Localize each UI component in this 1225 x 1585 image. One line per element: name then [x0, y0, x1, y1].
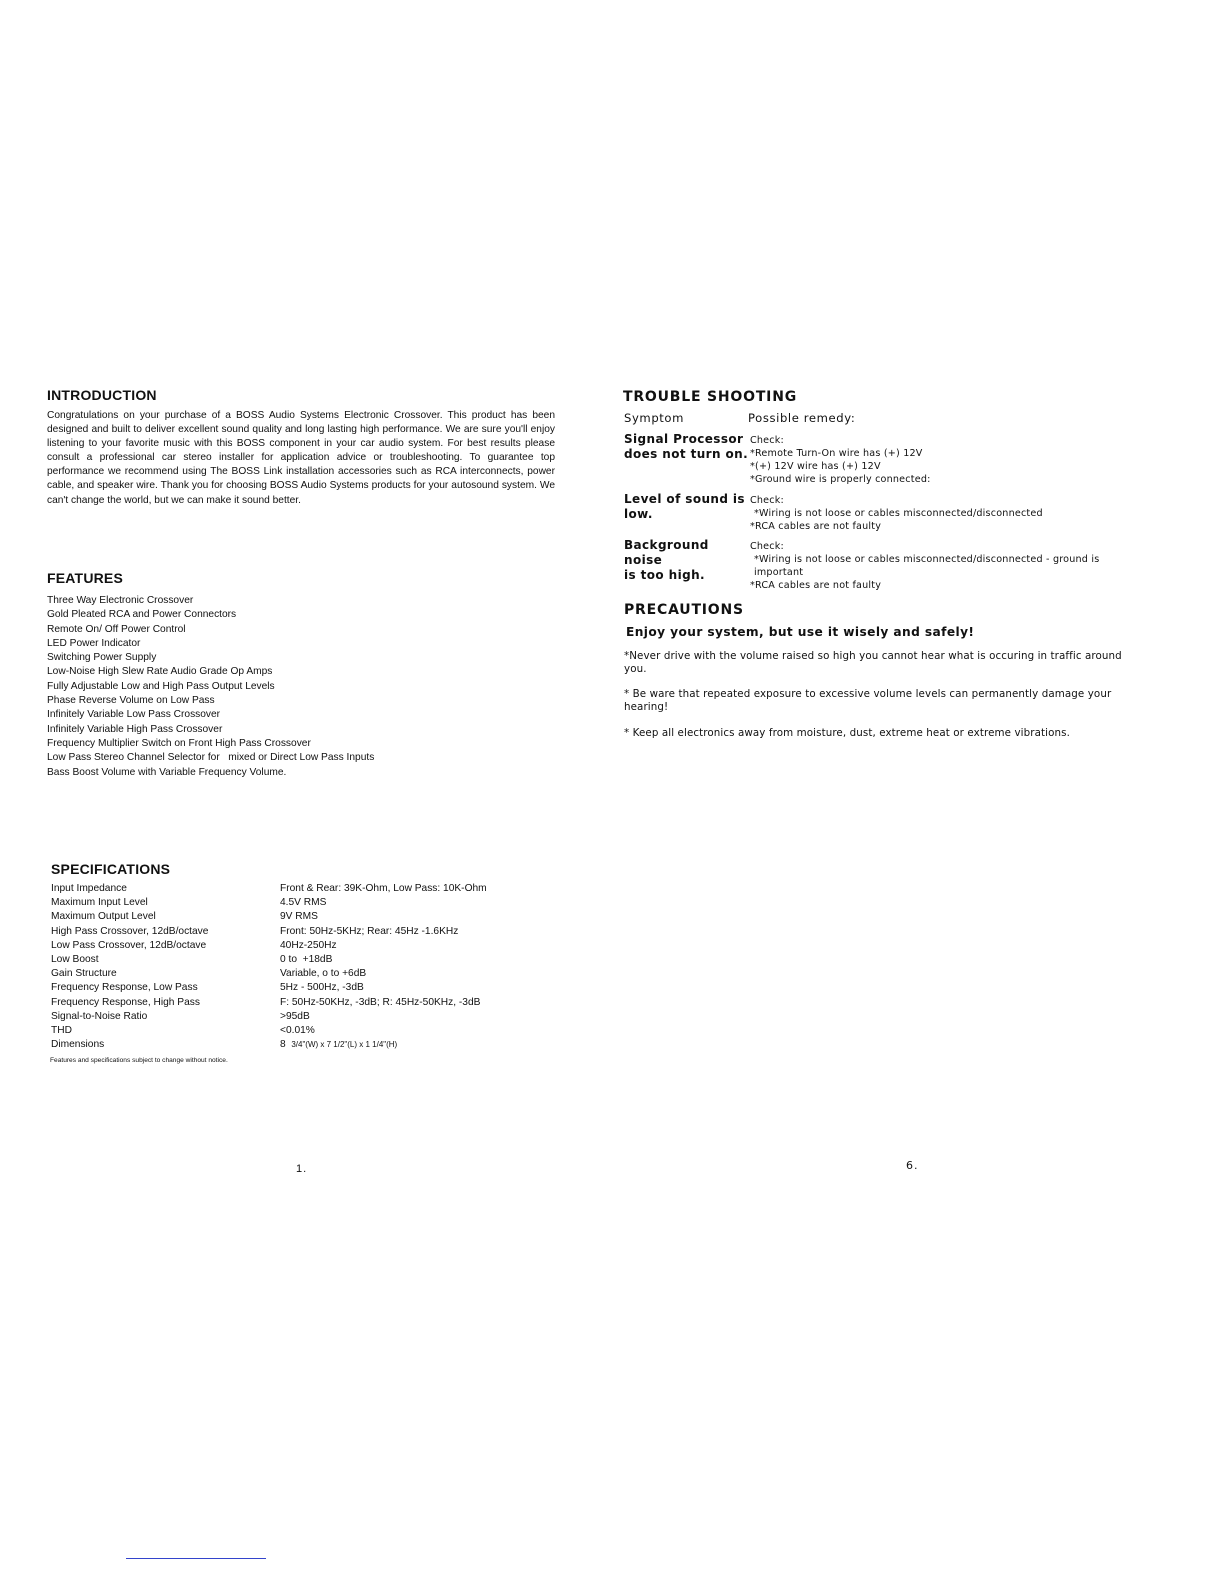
spec-label: THD	[51, 1025, 72, 1037]
list-item: Switching Power Supply	[47, 652, 157, 664]
spec-label: Input Impedance	[51, 883, 127, 894]
spec-label: Maximum Input Level	[51, 897, 148, 909]
symptom-line: Level of sound is	[624, 492, 745, 506]
symptom-line: is too high.	[624, 568, 705, 582]
spec-value: 5Hz - 500Hz, -3dB	[280, 982, 364, 994]
list-item: Gold Pleated RCA and Power Connectors	[47, 609, 237, 621]
remedy-column-header: Possible remedy:	[748, 411, 856, 425]
list-item: Infinitely Variable Low Pass Crossover	[47, 709, 221, 721]
troubleshooting-row	[624, 492, 1164, 536]
table-row	[51, 882, 487, 896]
symptom-column-header: Symptom	[624, 411, 685, 425]
remedy-line: *(+) 12V wire has (+) 12V	[750, 461, 881, 472]
remedy-check: Check:	[750, 495, 784, 506]
spec-value: Front: 50Hz-5KHz; Rear: 45Hz -1.6KHz	[280, 925, 459, 937]
remedy	[750, 540, 1150, 592]
introduction-body: Congratulations on your purchase of a BOSS Audio Systems Electronic Crossover. This product has been designed and built to deliver excellent sound quality and long lasting high performance. We are sure you'll enjoy listening to your favorite music with this BOSS component in your car audio system. For best results please consult a professional car stereo installer for application advice or troubleshooting. To guarantee top performance we recommend using The BOSS Link installation accessories such as RCA interconnects, power cable, and speaker wire. Thank you for choosing BOSS Audio Systems products for your autosound system. We can't change the world, but we can make it sound better.	[47, 410, 555, 506]
list-item: Fully Adjustable Low and High Pass Output Levels	[47, 680, 275, 692]
table-row	[51, 925, 487, 939]
list-item: Infinitely Variable High Pass Crossover	[47, 723, 223, 735]
spec-value: 4.5V RMS	[280, 897, 327, 909]
spec-label: Signal-to-Noise Ratio	[51, 1010, 148, 1022]
remedy-check: Check:	[750, 435, 784, 446]
table-row	[51, 981, 487, 995]
specifications-note: Features and specifications subject to change without notice.	[50, 1057, 228, 1064]
features-list	[47, 594, 547, 780]
table-row	[51, 939, 487, 953]
page-number-left: 1.	[296, 1163, 308, 1175]
spec-value: Front & Rear: 39K-Ohm, Low Pass: 10K-Ohm	[280, 883, 487, 894]
symptom	[624, 492, 750, 522]
list-item: Three Way Electronic Crossover	[47, 595, 194, 606]
spec-label: Low Pass Crossover, 12dB/octave	[51, 939, 207, 951]
list-item: Low-Noise High Slew Rate Audio Grade Op Amps	[47, 666, 273, 678]
symptom-line: Background noise	[624, 538, 709, 567]
list-item: Remote On/ Off Power Control	[47, 623, 186, 635]
spec-label: Frequency Response, Low Pass	[51, 982, 198, 994]
list-item: Bass Boost Volume with Variable Frequency Volume.	[47, 766, 287, 778]
list-item: Low Pass Stereo Channel Selector for mixed or Direct Low Pass Inputs	[47, 752, 375, 764]
spec-label: Frequency Response, High Pass	[51, 996, 200, 1008]
precaution-item: * Be ware that repeated exposure to excessive volume levels can permanently damage your hearing!	[624, 688, 1112, 713]
symptom	[624, 538, 750, 583]
precaution-item: *Never drive with the volume raised so high you cannot hear what is occuring in traffic around you.	[624, 650, 1122, 675]
table-row	[51, 1038, 487, 1052]
remedy-check: Check:	[750, 541, 784, 552]
remedy-line: *RCA cables are not faulty	[750, 580, 882, 591]
table-row	[51, 1010, 487, 1024]
spec-value: 40Hz-250Hz	[280, 939, 337, 951]
table-row	[51, 896, 487, 910]
table-row	[51, 996, 487, 1010]
features-heading: FEATURES	[47, 570, 124, 586]
precautions-tagline: Enjoy your system, but use it wisely and safely!	[626, 625, 975, 639]
spec-value-rest: 3/4"(W) x 7 1/2"(L) x 1 1/4"(H)	[291, 1040, 398, 1050]
table-row	[51, 1024, 487, 1038]
spec-value: 9V RMS	[280, 911, 318, 923]
symptom	[624, 432, 750, 462]
troubleshooting-heading: TROUBLE SHOOTING	[623, 389, 797, 405]
page-number-right: 6.	[906, 1159, 919, 1172]
specifications-table	[51, 882, 487, 1052]
symptom-line: does not turn on.	[624, 447, 749, 461]
specifications-heading: SPECIFICATIONS	[51, 861, 171, 877]
precautions-heading: PRECAUTIONS	[624, 602, 744, 618]
spec-label: Gain Structure	[51, 968, 117, 980]
spec-value-prefix: 8	[280, 1039, 286, 1051]
list-item: LED Power Indicator	[47, 637, 141, 649]
table-row	[51, 953, 487, 967]
symptom-line: low.	[624, 507, 653, 521]
spec-label: High Pass Crossover, 12dB/octave	[51, 925, 209, 937]
table-row	[51, 910, 487, 924]
spec-label: Maximum Output Level	[51, 911, 156, 923]
footer-divider	[126, 1558, 266, 1559]
remedy	[750, 434, 1150, 486]
spec-value: 0 to +18dB	[280, 954, 333, 966]
spec-value: >95dB	[280, 1010, 310, 1022]
remedy-line: *RCA cables are not faulty	[750, 521, 882, 532]
list-item: Frequency Multiplier Switch on Front High Pass Crossover	[47, 737, 311, 749]
remedy	[750, 494, 1150, 533]
spec-value	[280, 1038, 487, 1052]
spec-value: Variable, o to +6dB	[280, 968, 367, 980]
introduction-heading: INTRODUCTION	[47, 387, 157, 403]
table-row	[51, 967, 487, 981]
troubleshooting-row	[624, 538, 1164, 594]
remedy-line: *Remote Turn-On wire has (+) 12V	[750, 448, 923, 459]
troubleshooting-row	[624, 432, 1164, 488]
remedy-line: *Wiring is not loose or cables misconnected/disconnected	[754, 508, 1043, 519]
spec-value: F: 50Hz-50KHz, -3dB; R: 45Hz-50KHz, -3dB	[280, 996, 481, 1008]
symptom-line: Signal Processor	[624, 432, 744, 446]
remedy-line: *Wiring is not loose or cables misconnected/disconnected - ground is important	[754, 554, 1100, 578]
spec-value: <0.01%	[280, 1025, 315, 1037]
list-item: Phase Reverse Volume on Low Pass	[47, 695, 215, 707]
spec-label: Low Boost	[51, 954, 99, 966]
spec-label: Dimensions	[51, 1039, 105, 1051]
remedy-line: *Ground wire is properly connected:	[750, 474, 931, 485]
precaution-item: * Keep all electronics away from moisture, dust, extreme heat or extreme vibrations.	[624, 727, 1070, 739]
